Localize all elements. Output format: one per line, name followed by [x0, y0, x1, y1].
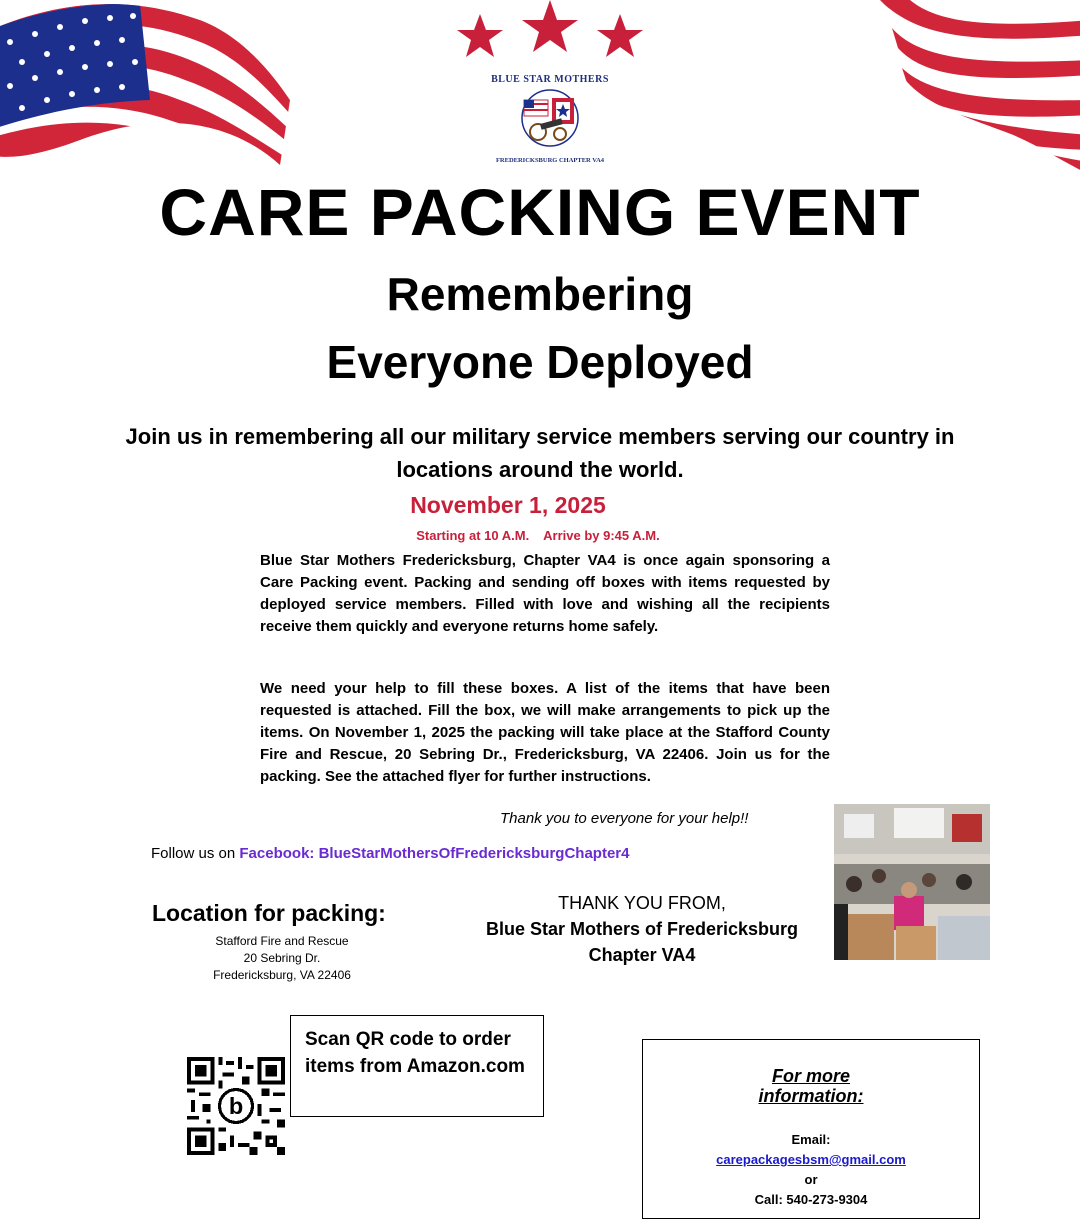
qr-instruction-box — [290, 1015, 544, 1117]
more-info-box — [642, 1039, 980, 1219]
red-stars-icon — [450, 0, 650, 68]
qr-instruction-text: Scan QR code to order items from Amazon.com — [305, 1029, 525, 1077]
location-line-1: Stafford Fire and Rescue — [215, 934, 349, 948]
subtitle-line-1: Remembering — [386, 268, 694, 320]
thank-you-line-1: THANK YOU FROM, — [558, 893, 726, 913]
more-info-heading-text: For more information: — [758, 1066, 864, 1106]
intro-text: Join us in remembering all our military service members serving our country in locations around the world. — [125, 424, 955, 482]
qr-code-icon[interactable] — [187, 1057, 285, 1155]
more-info-heading — [643, 1066, 979, 1106]
location-line-3: Fredericksburg, VA 22406 — [213, 968, 351, 982]
thank-you-block — [462, 890, 822, 968]
event-photo — [834, 804, 990, 960]
thank-you-line-2: Blue Star Mothers of Fredericksburg — [485, 919, 799, 939]
body-paragraph-2: We need your help to fill these boxes. A list of the items that have been requested is attached. Fill the box, we will make arrangements to pick up the items. On November 1, 2025 the packing will take place at the Stafford County Fire and Rescue, 20 Sebring Dr., Fredericksburg, VA 22406. Join us for the packing. See the attached flyer for further instructions. — [260, 680, 830, 785]
event-title: CARE PACKING EVENT — [159, 175, 921, 249]
chapter-emblem-icon — [516, 86, 584, 150]
svg-text:b: b — [228, 1093, 244, 1120]
email-link[interactable]: carepackagesbsm@gmail.com — [716, 1152, 906, 1167]
facebook-link[interactable]: Facebook: BlueStarMothersOfFredericksburgChapter4 — [239, 845, 630, 862]
us-flag-right-icon — [830, 0, 1080, 175]
location-line-2: 20 Sebring Dr. — [243, 951, 321, 965]
thanks-note: Thank you to everyone for your help!! — [500, 810, 749, 827]
logo-top-text: BLUE STAR MOTHERS — [491, 74, 609, 85]
location-address — [192, 933, 372, 984]
subtitle-line-2: Everyone Deployed — [326, 336, 754, 388]
location-title: Location for packing: — [152, 900, 386, 926]
contact-lines — [643, 1130, 979, 1210]
event-times: Starting at 10 A.M. Arrive by 9:45 A.M. — [416, 528, 660, 543]
event-date: November 1, 2025 — [410, 492, 606, 518]
follow-prefix: Follow us on — [151, 845, 236, 862]
phone-text: Call: 540-273-9304 — [754, 1192, 868, 1207]
or-text: or — [804, 1172, 818, 1187]
thank-you-line-3: Chapter VA4 — [588, 945, 696, 965]
follow-line — [151, 845, 629, 862]
email-label: Email: — [791, 1132, 831, 1147]
us-flag-left-icon — [0, 0, 290, 165]
chapter-logo — [488, 70, 612, 166]
logo-bottom-text: FREDERICKSBURG CHAPTER VA4 — [495, 157, 605, 164]
body-paragraph-1: Blue Star Mothers Fredericksburg, Chapter VA4 is once again sponsoring a Care Packing event. Packing and sending off boxes with items requested by deployed service members. Filled with love and wishing all the recipients receive them quickly and everyone returns home safely. — [260, 552, 830, 635]
